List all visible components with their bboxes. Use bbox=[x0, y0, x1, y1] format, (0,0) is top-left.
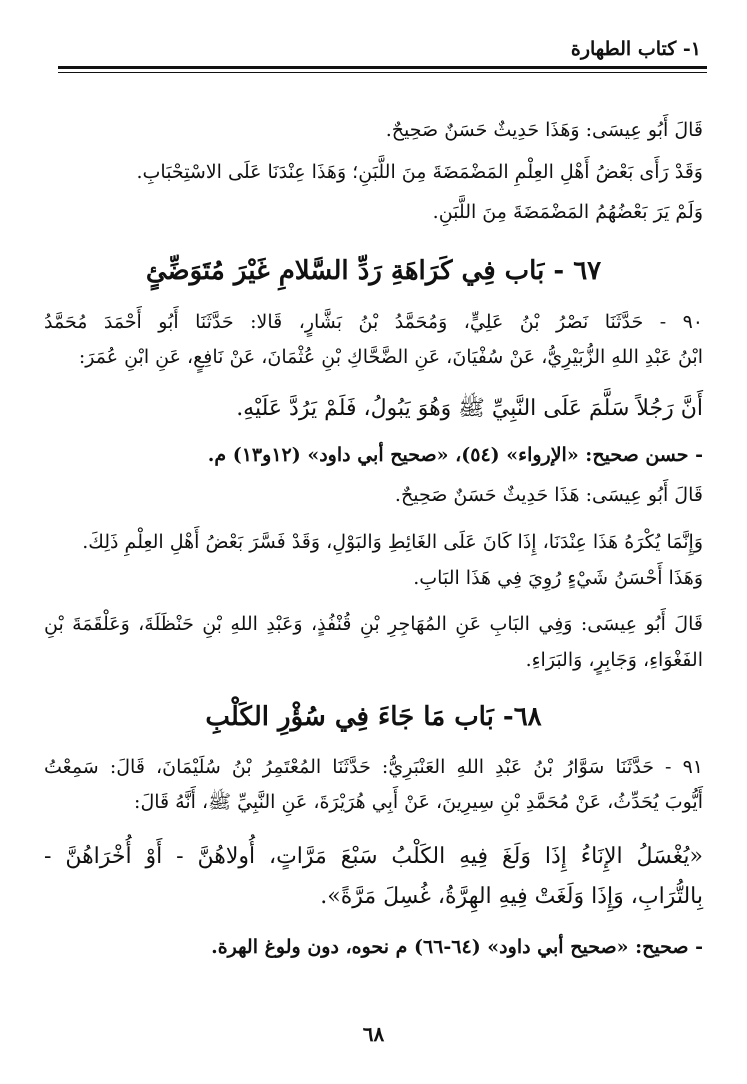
hadith-text: أَنَّ رَجُلاً سَلَّمَ عَلَى النَّبِيِّ ﷺ وَهُوَ يَبُولُ، فَلَمْ يَرُدَّ عَلَيْهِ. bbox=[236, 396, 703, 421]
chapter-heading-68: ٦٨- بَاب مَا جَاءَ فِي سُؤْرِ الكَلْبِ bbox=[205, 702, 542, 732]
text-line: وَقَدْ رَأَى بَعْضُ أَهْلِ العِلْمِ المَضْمَضَةَ مِنَ اللَّبَنِ؛ وَهَذَا عِنْدَنَا عَلَى الاسْتِحْبَابِ. bbox=[136, 161, 703, 183]
isnad-line: ٩١ - حَدَّثَنَا سَوَّارُ بْنُ عَبْدِ اللهِ العَنْبَرِيُّ: حَدَّثَنَا المُعْتَمِرُ بْنُ سُلَيْمَانَ، قَالَ: سَمِعْتُ bbox=[44, 756, 703, 778]
commentary-line: قَالَ أَبُو عِيسَى: هَذَا حَدِيثٌ حَسَنٌ صَحِيحٌ. bbox=[394, 484, 703, 506]
text-line: وَلَمْ يَرَ بَعْضُهُمُ المَضْمَضَةَ مِنَ اللَّبَنِ. bbox=[432, 201, 703, 223]
commentary-line: الفَغْوَاءِ، وَجَابِرٍ، وَالبَرَاءِ. bbox=[525, 649, 703, 671]
page-number: ٦٨ bbox=[362, 1022, 385, 1046]
running-header-title: ١- كتاب الطهارة bbox=[570, 38, 701, 60]
commentary-line: قَالَ أَبُو عِيسَى: وَفِي البَابِ عَنِ المُهَاجِرِ بْنِ قُنْفُذٍ، وَعَبْدِ اللهِ بْنِ حَنْظَلَةَ، وَعَلْقَمَةَ بْنِ bbox=[44, 613, 703, 635]
hadith-text: بِالتُّرَابِ، وَإِذَا وَلَغَتْ فِيهِ الهِرَّةُ، غُسِلَ مَرَّةً». bbox=[320, 884, 703, 909]
hadith-text: «يُغْسَلُ الإِنَاءُ إِذَا وَلَغَ فِيهِ الكَلْبُ سَبْعَ مَرَّاتٍ، أُولاهُنَّ - أَوْ أُخْرَاهُنَّ - bbox=[44, 844, 703, 869]
hadith-grade: - حسن صحيح: «الإرواء» (٥٤)، «صحيح أبي داود» (١٢و١٣) م. bbox=[207, 444, 703, 466]
commentary-line: وَإِنَّمَا يُكْرَهُ هَذَا عِنْدَنَا، إِذَا كَانَ عَلَى الغَائِطِ وَالبَوْلِ، وَقَدْ فَسَّرَ بَعْضُ أَهْلِ العِلْمِ ذَلِكَ. bbox=[82, 531, 703, 553]
header-rule-thin bbox=[58, 72, 707, 73]
header-rule-thick bbox=[58, 66, 707, 69]
hadith-grade: - صحيح: «صحيح أبي داود» (٦٤-٦٦) م نحوه، دون ولوغ الهرة. bbox=[211, 936, 703, 958]
isnad-line: أَيُّوبَ يُحَدِّثُ، عَنْ مُحَمَّدِ بْنِ سِيرِينَ، عَنْ أَبِي هُرَيْرَةَ، عَنِ النَّبِيِّ ﷺ، أَنَّهُ قَالَ: bbox=[134, 791, 703, 813]
isnad-line: ٩٠ - حَدَّثَنَا نَصْرُ بْنُ عَلِيٍّ، وَمُحَمَّدُ بْنُ بَشَّارٍ، قَالا: حَدَّثَنَا أَبُو أَحْمَدَ مُحَمَّدُ bbox=[44, 311, 703, 333]
chapter-heading-67: ٦٧ - بَاب فِي كَرَاهَةِ رَدِّ السَّلامِ غَيْرَ مُتَوَضِّئٍ bbox=[145, 256, 602, 286]
commentary-line: وَهَذَا أَحْسَنُ شَيْءٍ رُوِيَ فِي هَذَا البَابِ. bbox=[413, 567, 703, 589]
text-line: قَالَ أَبُو عِيسَى: وَهَذَا حَدِيثٌ حَسَنٌ صَحِيحٌ. bbox=[385, 119, 703, 141]
isnad-line: ابْنُ عَبْدِ اللهِ الزُّبَيْرِيُّ، عَنْ سُفْيَانَ، عَنِ الضَّحَّاكِ بْنِ عُثْمَانَ، عَنْ نَافِعٍ، عَنِ ابْنِ عُمَرَ: bbox=[78, 346, 703, 368]
